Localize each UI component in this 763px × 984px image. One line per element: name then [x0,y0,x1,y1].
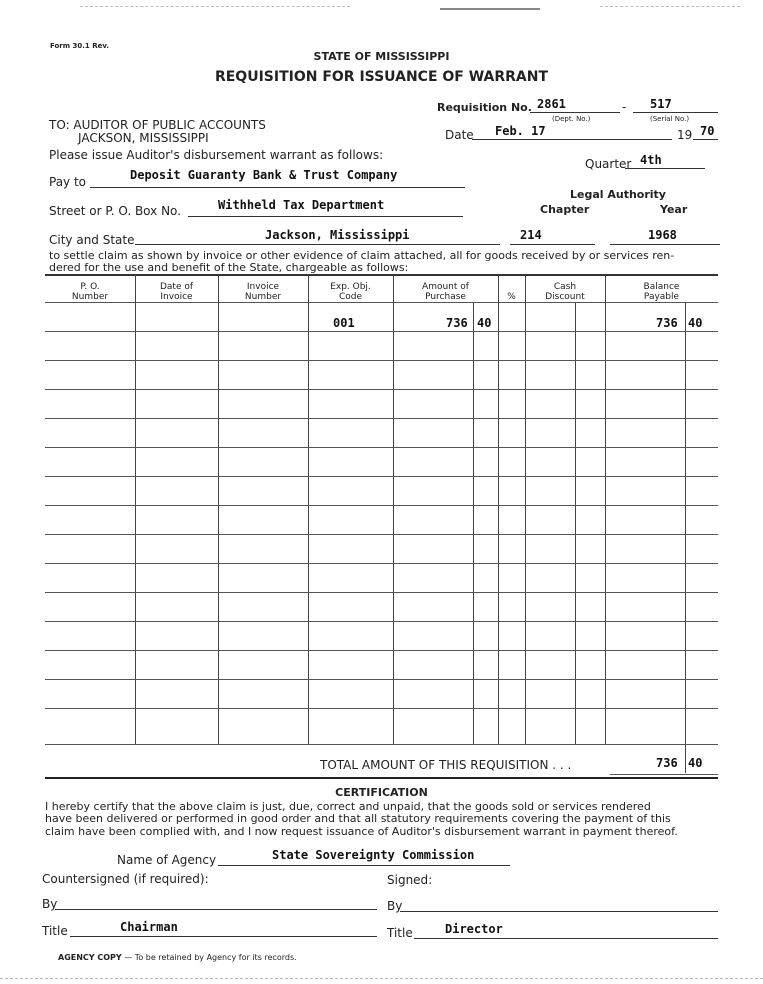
header-amount: Amount of Purchase [422,282,469,302]
total-cents: 40 [688,756,703,770]
col-divider [135,275,136,745]
by-right-line [400,911,718,912]
scan-mark [80,6,350,7]
header-pct: % [507,292,516,302]
row1-amount-cents: 40 [477,316,492,330]
year-line-2 [610,244,720,245]
chapter-label: Chapter [540,203,590,216]
col-divider [308,275,309,745]
year-value: 1968 [648,228,677,242]
table-row [45,360,718,361]
col-divider [605,275,606,745]
header-invoice: Invoice Number [244,282,282,302]
col-divider [498,275,499,745]
certification-heading: CERTIFICATION [335,786,428,799]
street-value: Withheld Tax Department [218,198,385,212]
city-label: City and State [49,233,135,247]
table-row [45,331,718,332]
header-cash-discount: Cash Discount [545,282,585,302]
table-row [45,621,718,622]
serial-caption: (Serial No.) [650,115,690,123]
table-row [45,650,718,651]
table-row [45,679,718,680]
page-title: REQUISITION FOR ISSUANCE OF WARRANT [214,69,549,85]
to-line-2: JACKSON, MISSISSIPPI [78,131,209,145]
form-number: Form 30.1 Rev. [50,42,109,50]
city-value: Jackson, Mississippi [265,228,410,242]
col-divider [218,275,219,745]
date-century: 19 [677,128,693,142]
title-right-value: Director [445,922,503,936]
table-top-border [45,274,718,276]
col-divider [393,275,394,745]
table-row [45,447,718,448]
signed-label: Signed: [387,873,433,887]
to-line-1: TO: AUDITOR OF PUBLIC ACCOUNTS [49,118,266,132]
row1-balance-dollars: 736 [656,316,678,330]
footer-note: AGENCY COPY — To be retained by Agency for its records. [58,953,297,962]
countersigned-label: Countersigned (if required): [42,872,209,886]
settle-line-1: to settle claim as shown by invoice or other evidence of claim attached, all for goods received by or services ren- [49,249,675,262]
title-right-label: Title [387,926,413,940]
row1-exp-code: 001 [333,316,355,330]
agency-label: Name of Agency [117,853,217,867]
agency-line [218,865,510,866]
header-exp-code: Exp. Obj. Code [330,282,371,302]
by-left-label: By [42,897,58,911]
header-date: Date of Invoice [159,282,194,302]
table-bottom-border [45,777,718,779]
street-label: Street or P. O. Box No. [49,204,181,218]
quarter-line [625,168,705,169]
scan-mark [600,6,740,7]
year-label: Year [660,203,688,216]
chapter-line [510,244,595,245]
quarter-label: Quarter [585,157,632,171]
year-line [693,139,718,140]
state-heading: STATE OF MISSISSIPPI [313,50,450,63]
dash-sep: - [622,100,627,114]
date-line [472,139,672,140]
header-balance: Balance Payable [643,282,680,302]
date-label: Date [445,128,474,142]
title-right-line [414,938,718,939]
table-header-border [45,302,718,303]
serial-no-value: 517 [650,97,672,111]
table-row [45,505,718,506]
settle-line-2: dered for the use and benefit of the State, chargeable as follows: [49,261,409,274]
table-row [45,708,718,709]
scan-mark [0,978,763,979]
pay-to-value: Deposit Guaranty Bank & Trust Company [130,168,398,182]
street-line [188,216,463,217]
legal-authority-label: Legal Authority [570,188,666,201]
table-row [45,389,718,390]
requisition-label: Requisition No. [437,101,532,114]
table-row [45,418,718,419]
title-left-value: Chairman [120,920,178,934]
table-row [45,476,718,477]
please-issue-text: Please issue Auditor's disbursement warrant as follows: [49,148,384,162]
table-row [45,563,718,564]
agency-value: State Sovereignty Commission [272,848,475,862]
total-dollars: 736 [656,756,678,770]
quarter-value: 4th [640,153,662,167]
certification-line-1: I hereby certify that the above claim is just, due, correct and unpaid, that the goods sold or services rendered [45,800,651,813]
row1-amount-dollars: 736 [446,316,468,330]
col-divider-cents [685,303,686,773]
scan-mark [440,8,540,10]
date-year: 70 [700,124,715,138]
title-left-line [70,936,377,937]
header-po: P. O. Number [71,282,109,302]
pay-to-line [90,187,465,188]
by-right-label: By [387,899,403,913]
serial-no-line [633,112,718,113]
col-divider [525,275,526,745]
certification-line-2: have been delivered or performed in good order and that all statutory requirements covering the payment of this [45,812,671,825]
total-underline [610,774,718,775]
total-label: TOTAL AMOUNT OF THIS REQUISITION . . . [320,758,572,772]
dept-no-value: 2861 [537,97,566,111]
table-row [45,744,718,745]
dept-no-line [530,112,620,113]
by-left-line [55,909,377,910]
table-row [45,592,718,593]
title-left-label: Title [42,924,68,938]
certification-line-3: claim have been complied with, and I now request issuance of Auditor's disbursement warrant in payment thereof. [45,825,678,838]
table-row [45,534,718,535]
dept-caption: (Dept. No.) [552,115,591,123]
row1-balance-cents: 40 [688,316,703,330]
chapter-value: 214 [520,228,542,242]
city-line [135,244,500,245]
pay-to-label: Pay to [49,175,87,189]
date-value: Feb. 17 [495,124,546,138]
